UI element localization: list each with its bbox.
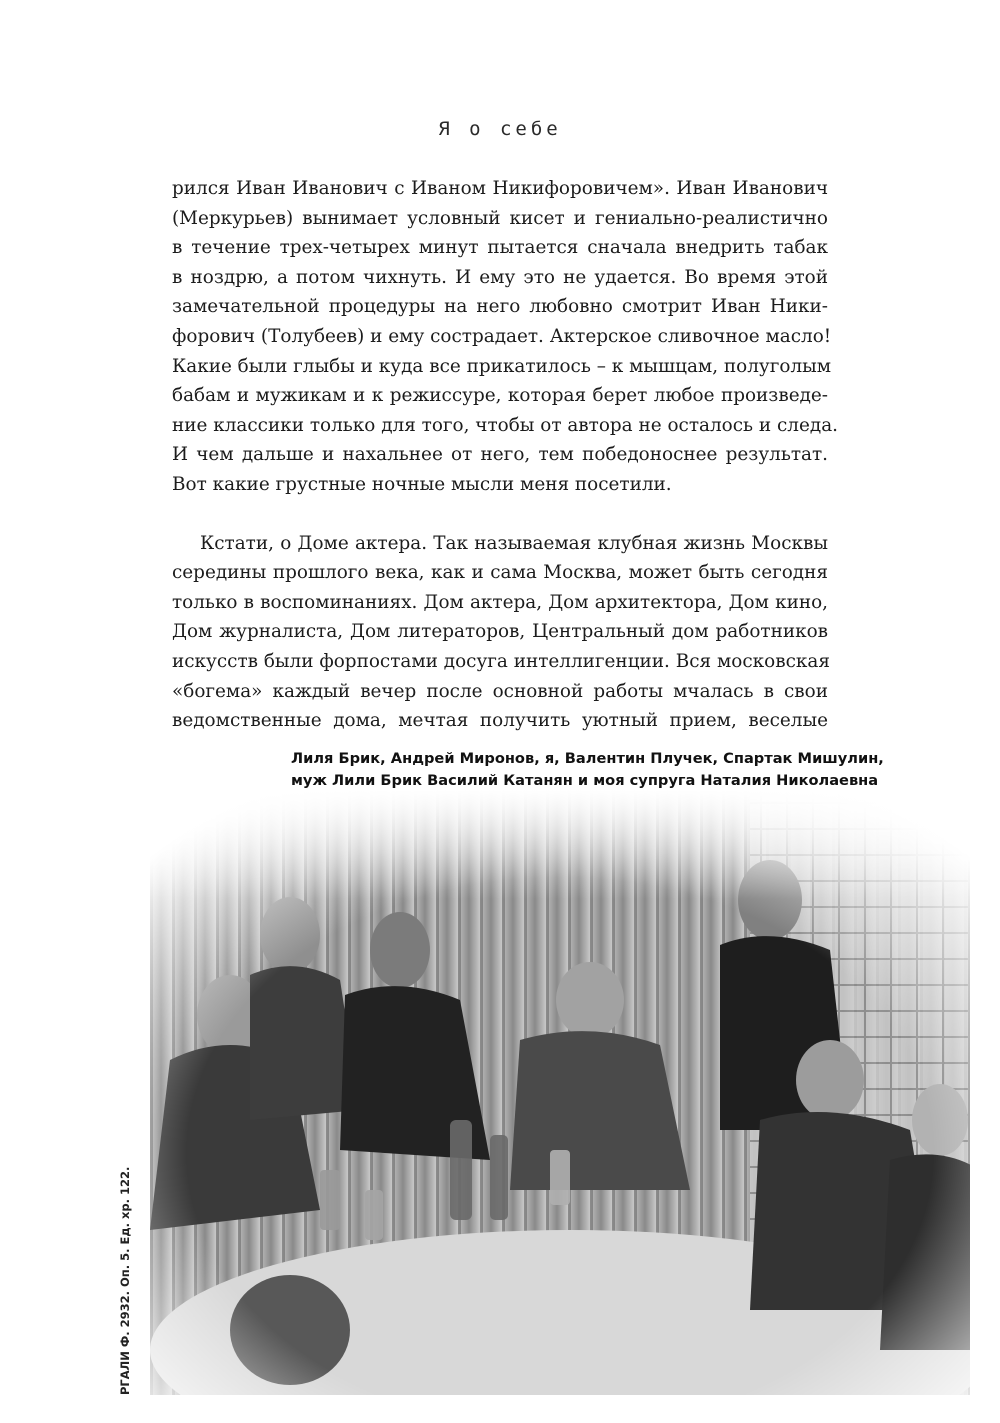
running-head: Я о себе xyxy=(438,118,562,140)
text-line: в течение трех-четырех минут пытается сначала внедрить табак xyxy=(172,237,828,259)
paragraph-2 xyxy=(172,529,828,736)
text-line: Какие были глыбы и куда все прикатилось – к мышцам, полуголым xyxy=(172,355,832,377)
text-line: только в воспоминаниях. Дом актера, Дом архитектора, Дом кино, xyxy=(172,591,828,613)
text-line: форович (Толубеев) и ему сострадает. Актерское сливочное масло! xyxy=(172,325,832,347)
text-line: Вот какие грустные ночные мысли меня посетили. xyxy=(172,473,672,495)
text-line: ние классики только для того, чтобы от автора не осталось и следа. xyxy=(172,414,839,436)
group-photo-image xyxy=(150,790,970,1395)
main-text xyxy=(172,174,839,736)
text-line: ведомственные дома, мечтая получить уютный прием, веселые xyxy=(172,710,828,732)
text-line: Кстати, о Доме актера. Так называемая клубная жизнь Москвы xyxy=(200,532,828,554)
group-photo xyxy=(150,790,970,1395)
text-line: замечательной процедуры на него любовно смотрит Иван Ники- xyxy=(172,296,828,318)
text-line: (Меркурьев) вынимает условный кисет и гениально-реалистично xyxy=(172,207,828,229)
text-line: в ноздрю, а потом чихнуть. И ему это не удается. Во время этой xyxy=(172,266,828,288)
text-line: бабам и мужикам и к режиссуре, которая берет любое произведе- xyxy=(172,385,828,407)
caption-line: Лиля Брик, Андрей Миронов, я, Валентин Плучек, Спартак Мишулин, xyxy=(291,750,884,767)
photo-credit: РГАЛИ Ф. 2932. Оп. 5. Ед. хр. 122. xyxy=(118,1166,132,1395)
text-line: И чем дальше и нахальнее от него, тем победоноснее результат. xyxy=(172,444,828,466)
text-line: рился Иван Иванович с Иваном Никифоровичем». Иван Иванович xyxy=(172,178,828,199)
text-line: Дом журналиста, Дом литераторов, Центральный дом работников xyxy=(172,621,828,643)
text-line: середины прошлого века, как и сама Москва, может быть сегодня xyxy=(172,562,828,584)
paragraph-1 xyxy=(172,174,839,500)
text-line: искусств были форпостами досуга интеллигенции. Вся московская xyxy=(172,650,830,672)
text-line: «богема» каждый вечер после основной работы мчалась в свои xyxy=(172,680,828,702)
caption-line: муж Лили Брик Василий Катанян и моя супруга Наталия Николаевна xyxy=(291,771,879,789)
